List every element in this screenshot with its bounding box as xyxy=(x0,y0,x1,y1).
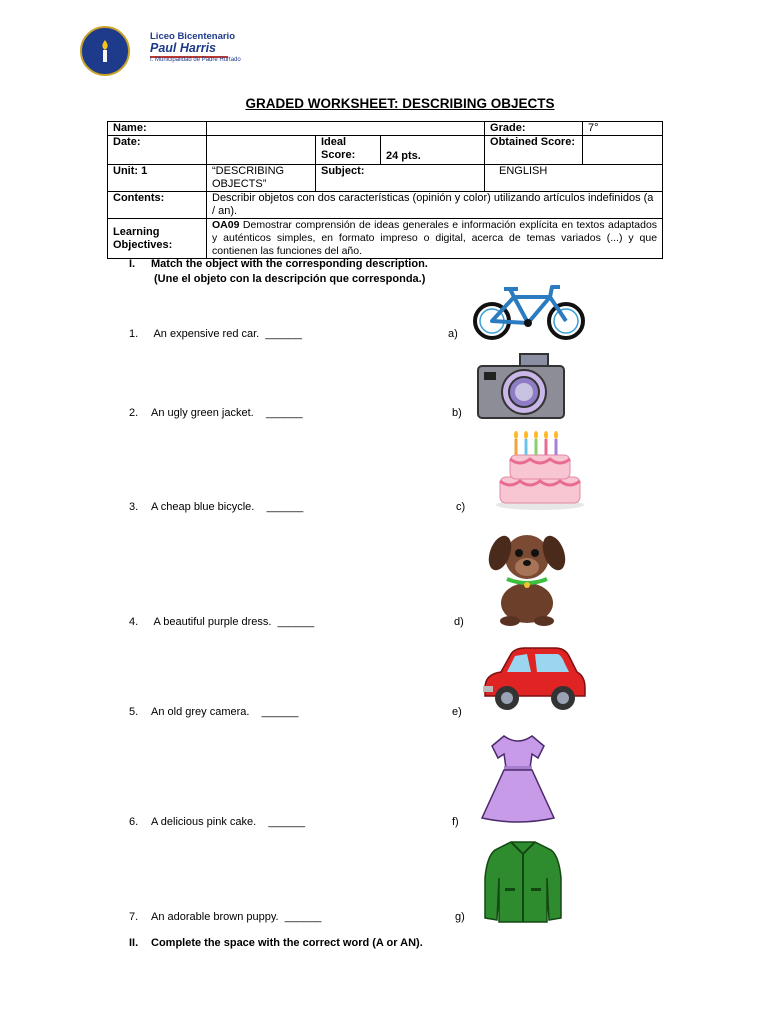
contents-label: Contents: xyxy=(108,192,207,219)
section2-instruction: Complete the space with the correct word (A or AN). xyxy=(151,937,423,949)
car-icon xyxy=(481,642,587,714)
option-letter: e) xyxy=(452,706,462,718)
obtained-score-field[interactable] xyxy=(583,136,663,165)
question-text[interactable]: An ugly green jacket. ______ xyxy=(151,407,303,419)
question-text[interactable]: An old grey camera. ______ xyxy=(151,706,299,718)
date-label: Date: xyxy=(108,136,207,165)
school-name-line2: Paul Harris xyxy=(150,41,217,55)
section2-numeral: II. xyxy=(129,937,139,949)
question-text[interactable]: An adorable brown puppy. ______ xyxy=(151,911,322,923)
cake-icon xyxy=(494,431,588,511)
section1-instruction-es: (Une el objeto con la descripción que corresponda.) xyxy=(154,273,426,285)
dress-icon xyxy=(480,732,556,824)
option-letter: g) xyxy=(455,911,465,923)
contents-value: Describir objetos con dos características (opinión y color) utilizando artículos indefinidos (a / an). xyxy=(207,192,663,219)
question-text[interactable]: A delicious pink cake. ______ xyxy=(151,816,306,828)
grade-label: Grade: xyxy=(485,122,583,136)
objectives-code: OA09 xyxy=(212,219,240,231)
school-name-line1: Liceo Bicentenario xyxy=(150,31,235,42)
date-field[interactable] xyxy=(207,136,316,165)
option-letter: c) xyxy=(456,501,466,513)
subject-label: Subject: xyxy=(316,165,485,192)
option-letter: b) xyxy=(452,407,462,419)
unit-value: “DESCRIBING OBJECTS” xyxy=(207,165,316,192)
section1-instruction: Match the object with the corresponding description. xyxy=(151,258,428,270)
bicycle-icon xyxy=(470,283,588,341)
camera-icon xyxy=(476,352,566,420)
objectives-value: Demostrar comprensión de ideas generales e información explícita en textos adaptados y auténticos simples, en formato impreso o digital, acerca de temas variados (...) y que contienen las funciones del año. xyxy=(212,219,658,257)
objectives-cell xyxy=(207,219,663,259)
info-table xyxy=(107,121,663,259)
question-number: 6. xyxy=(129,816,139,828)
question-text[interactable]: A cheap blue bicycle. ______ xyxy=(151,501,304,513)
school-name-line3: I. Municipalidad de Padre Hurtado xyxy=(150,57,241,63)
question-text[interactable]: An expensive red car. ______ xyxy=(151,328,303,340)
name-field[interactable] xyxy=(207,122,485,136)
ideal-score-label: Ideal Score: xyxy=(316,136,381,165)
page-title: GRADED WORKSHEET: DESCRIBING OBJECTS xyxy=(245,96,555,111)
question-number: 2. xyxy=(129,407,139,419)
unit-label: Unit: 1 xyxy=(108,165,207,192)
jacket-icon xyxy=(483,838,563,926)
question-number: 3. xyxy=(129,501,139,513)
torch-icon xyxy=(94,38,116,64)
subject-value: ENGLISH xyxy=(485,165,663,192)
option-letter: a) xyxy=(448,328,458,340)
question-number: 4. xyxy=(129,616,139,628)
option-letter: f) xyxy=(452,816,459,828)
objectives-label: Learning Objectives: xyxy=(108,219,207,259)
option-letter: d) xyxy=(454,616,464,628)
section1-numeral: I. xyxy=(129,258,136,270)
puppy-icon xyxy=(482,527,572,627)
name-label: Name: xyxy=(108,122,207,136)
question-number: 7. xyxy=(129,911,139,923)
question-number: 1. xyxy=(129,328,139,340)
obtained-score-label: Obtained Score: xyxy=(485,136,583,165)
question-text[interactable]: A beautiful purple dress. ______ xyxy=(151,616,315,628)
question-number: 5. xyxy=(129,706,139,718)
ideal-score-value: 24 pts. xyxy=(381,136,485,165)
grade-value: 7° xyxy=(583,122,663,136)
